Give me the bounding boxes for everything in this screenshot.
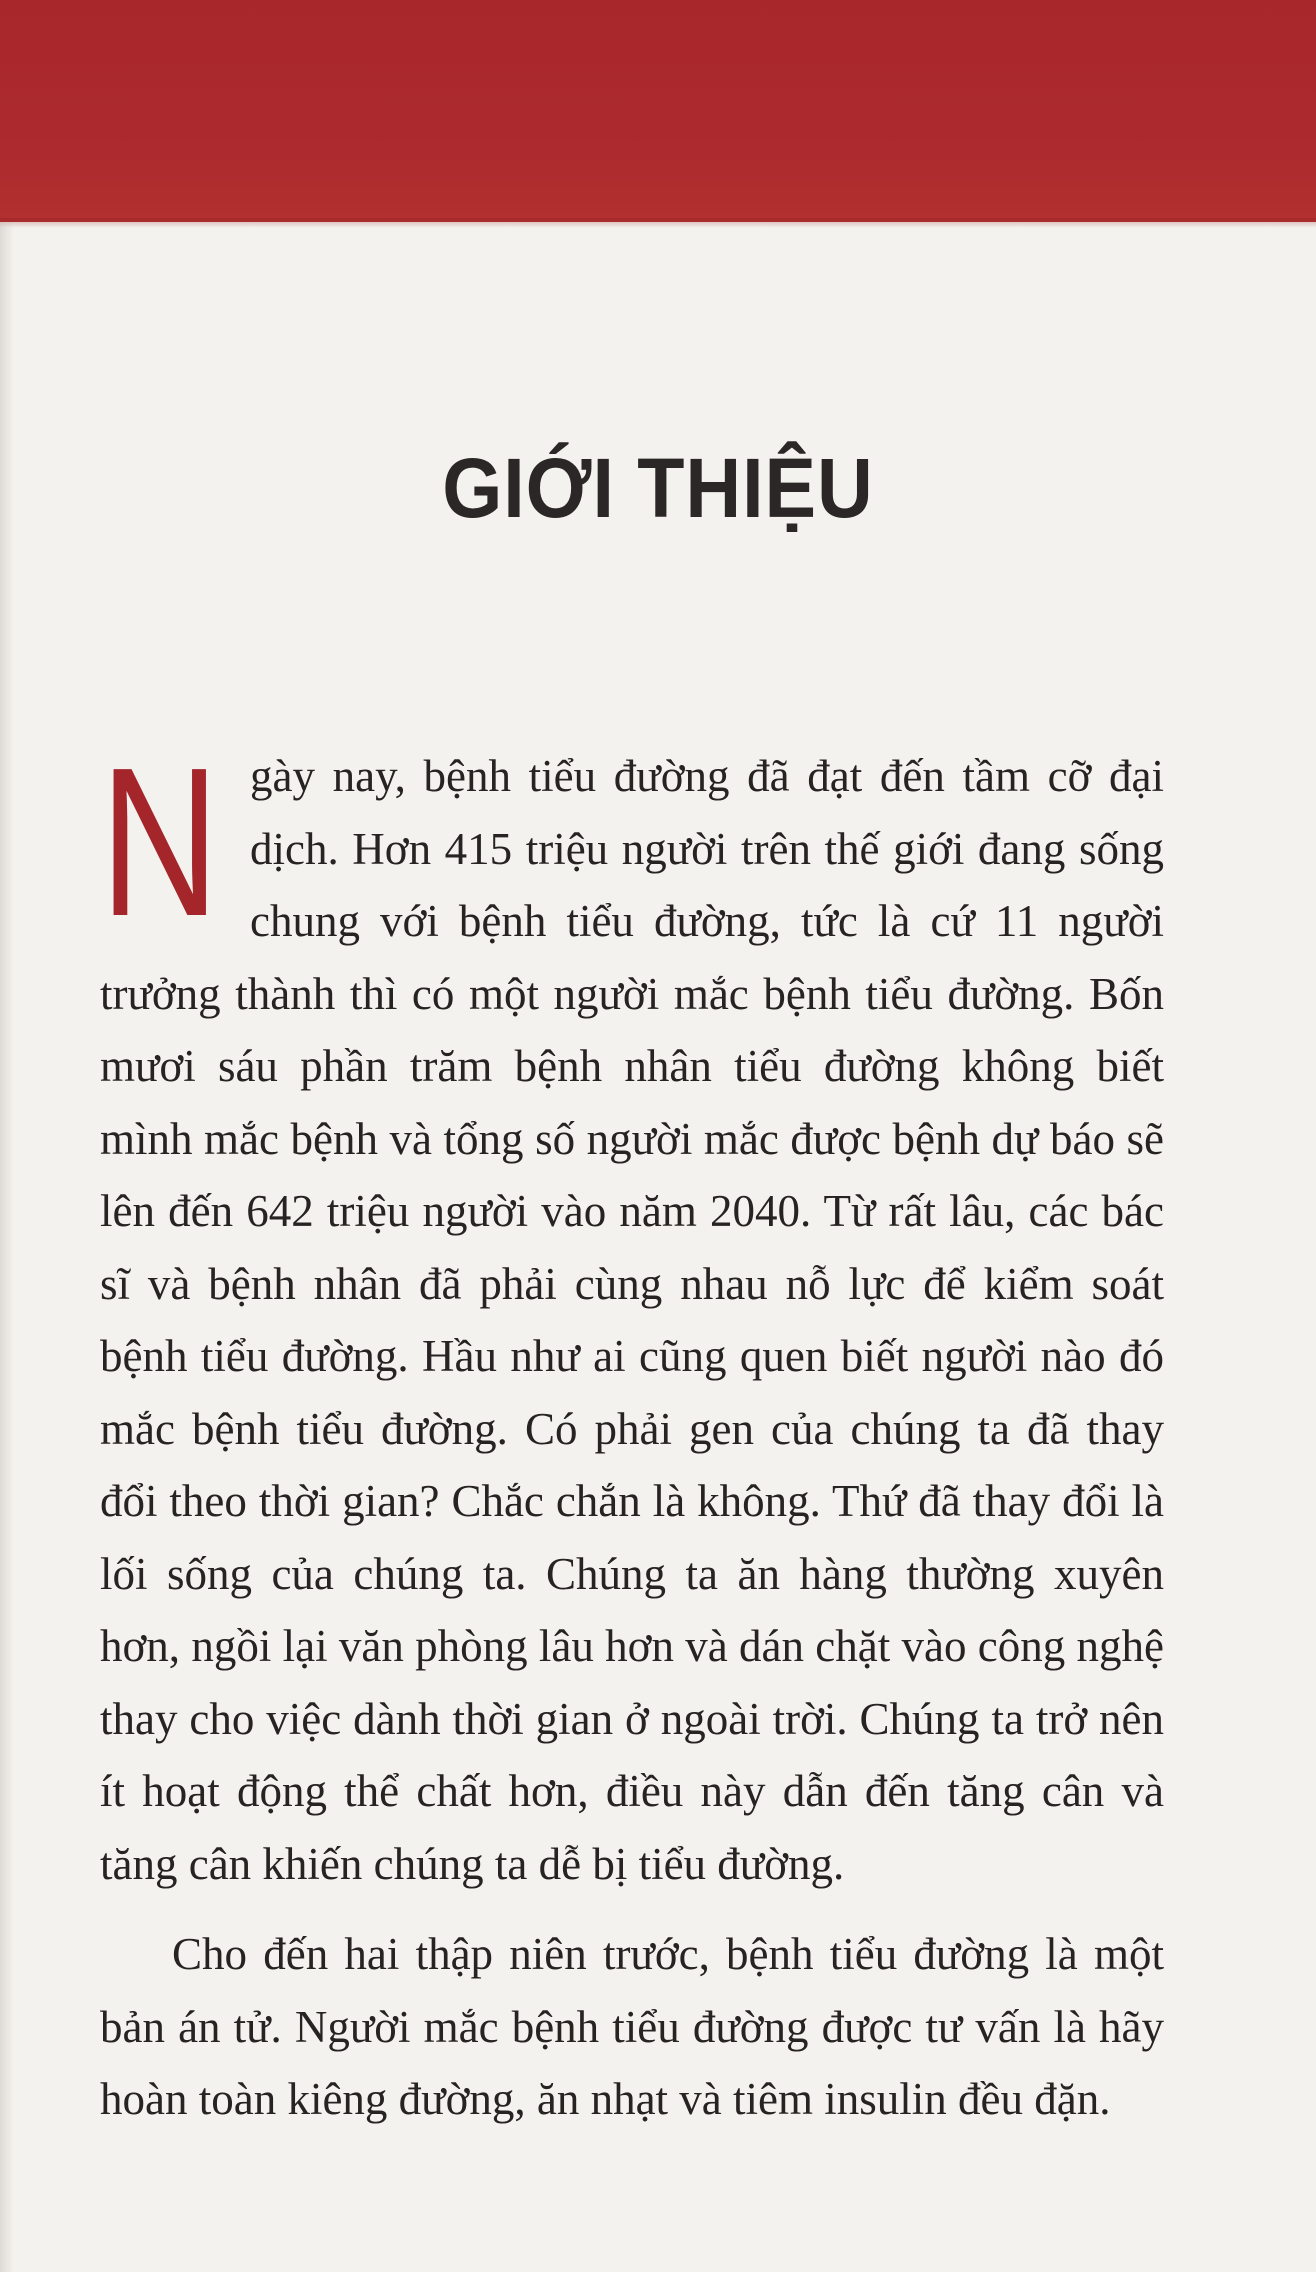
body-text — [100, 723, 1164, 2136]
chapter-title: GIỚI THIỆU — [442, 441, 874, 535]
chapter-header-band — [0, 0, 1316, 222]
paragraph-2: Cho đến hai thập niên trước, bệnh tiểu đường là một bản án tử. Người mắc bệnh tiểu đường được tư vấn là hãy hoàn toàn kiêng đường, ăn nhạt và tiêm insulin đều đặn. — [100, 1929, 1164, 2124]
drop-cap: N — [100, 723, 220, 960]
paragraph-1-text: gày nay, bệnh tiểu đường đã đạt đến tầm cỡ đại dịch. Hơn 415 triệu người trên thế giới đang sống chung với bệnh tiểu đường, tức là cứ 11 người trưởng thành thì có một người mắc bệnh tiểu đường. Bốn mươi sáu phần trăm bệnh nhân tiểu đường không biết mình mắc bệnh và tổng số người mắc được bệnh dự báo sẽ lên đến 642 triệu người vào năm 2040. Từ rất lâu, các bác sĩ và bệnh nhân đã phải cùng nhau nỗ lực để kiểm soát bệnh tiểu đường. Hầu như ai cũng quen biết người nào đó mắc bệnh tiểu đường. Có phải gen của chúng ta đã thay đổi theo thời gian? Chắc chắn là không. Thứ đã thay đổi là lối sống của chúng ta. Chúng ta ăn hàng thường xuyên hơn, ngồi lại văn phòng lâu hơn và dán chặt vào công nghệ thay cho việc dành thời gian ở ngoài trời. Chúng ta trở nên ít hoạt động thể chất hơn, điều này dẫn đến tăng cân và tăng cân khiến chúng ta dễ bị tiểu đường. — [100, 751, 1164, 1889]
page-edge-shadow — [0, 222, 14, 2272]
paragraph-1 — [100, 723, 1164, 1900]
